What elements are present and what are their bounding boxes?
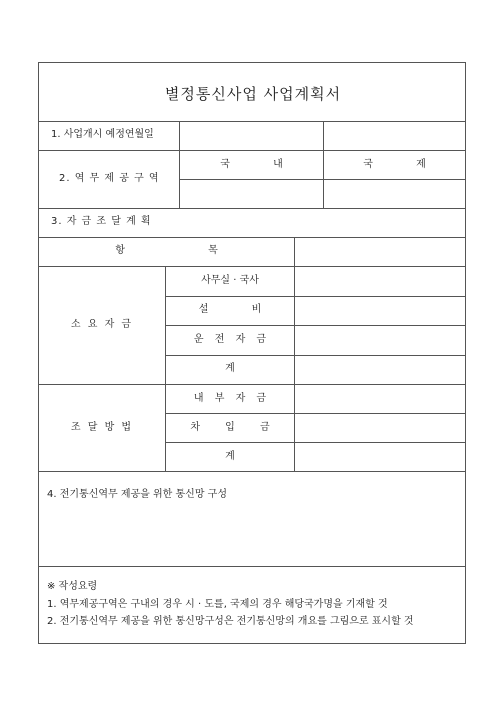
operating-funds-field[interactable] xyxy=(295,326,465,354)
funding-method-label: 조 달 방 법 xyxy=(70,422,134,433)
required-funds-label: 소 요 자 금 xyxy=(70,319,134,330)
service-area-label: 2. 역 무 제 공 구 역 xyxy=(59,173,160,184)
notes-heading: ※ 작성요령 xyxy=(47,581,98,592)
note-item: 1. 역무제공구역은 구내의 경우 시 · 도를, 국제의 경우 해당국가명을 기재할 것 xyxy=(47,599,388,610)
start-date-extra-field[interactable] xyxy=(324,122,465,150)
divider xyxy=(39,208,465,209)
business-plan-form xyxy=(38,62,466,644)
international-header: 국 제 xyxy=(363,159,426,170)
office-field[interactable] xyxy=(295,267,465,295)
funding-total-label: 계 xyxy=(225,451,235,462)
domestic-area-field[interactable] xyxy=(180,180,323,208)
divider xyxy=(39,471,465,472)
required-total-label: 계 xyxy=(225,363,235,374)
equipment-field[interactable] xyxy=(295,297,465,325)
office-label: 사무실 · 국사 xyxy=(201,275,259,286)
required-total-field[interactable] xyxy=(295,356,465,384)
operating-funds-label: 운 전 자 금 xyxy=(193,334,267,345)
item-header-field[interactable] xyxy=(295,238,465,266)
international-area-field[interactable] xyxy=(324,180,465,208)
network-config-field[interactable] xyxy=(47,505,457,561)
funding-total-field[interactable] xyxy=(295,443,465,471)
start-date-label: 1. 사업개시 예정연월일 xyxy=(51,129,154,140)
item-header: 항 목 xyxy=(115,245,218,256)
network-config-label: 4. 전기통신역무 제공을 위한 통신망 구성 xyxy=(47,489,227,500)
borrowings-field[interactable] xyxy=(295,414,465,442)
borrowings-label: 차 입 금 xyxy=(190,422,270,433)
funding-plan-label: 3. 자 금 조 달 계 획 xyxy=(51,216,152,227)
divider xyxy=(39,566,465,567)
start-date-field[interactable] xyxy=(180,122,323,150)
internal-funds-field[interactable] xyxy=(295,385,465,413)
divider xyxy=(39,150,465,151)
equipment-label: 설 비 xyxy=(198,304,262,315)
internal-funds-label: 내 부 자 금 xyxy=(193,393,267,404)
form-title: 별정통신사업 사업계획서 xyxy=(164,85,342,103)
note-item: 2. 전기통신역무 제공을 위한 통신망구성은 전기통신망의 개요를 그림으로 표시할 것 xyxy=(47,616,414,627)
domestic-header: 국 내 xyxy=(220,159,283,170)
